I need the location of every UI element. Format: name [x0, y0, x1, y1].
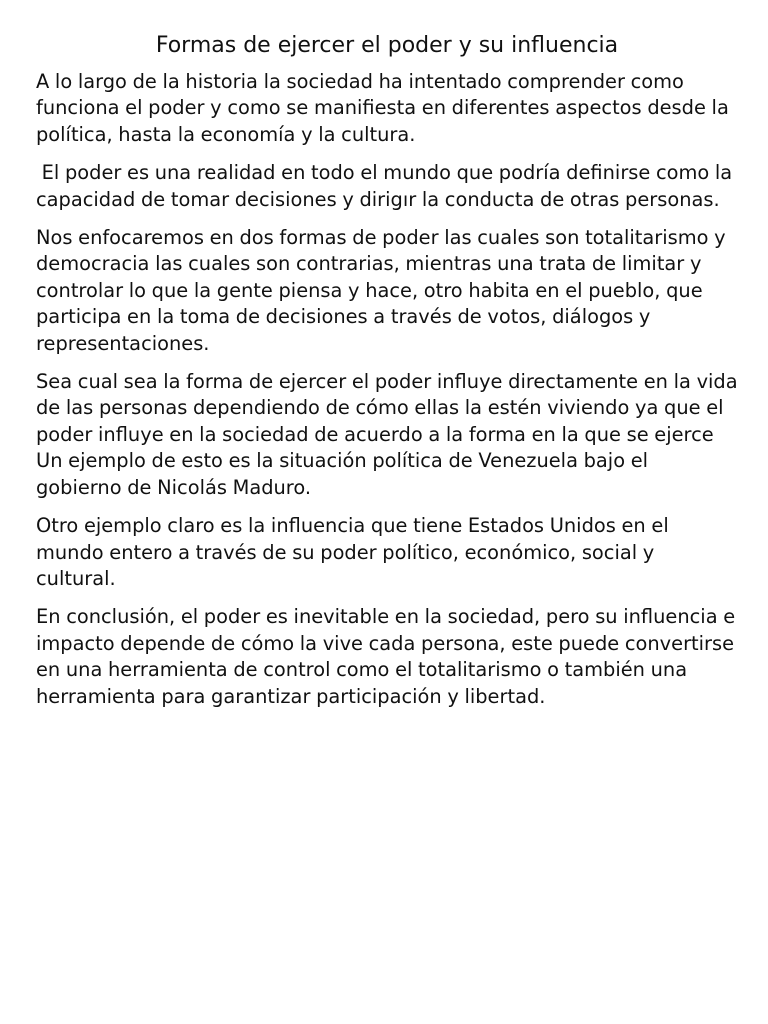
paragraph-conclusion: En conclusión, el poder es inevitable en la sociedad, pero su influencia e impacto depende de cómo la vive cada persona, este puede convertirse en una herramienta de control como el totalitarismo o también una herramienta para garantizar participación y libertad. — [36, 605, 741, 708]
paragraph-example: Otro ejemplo claro es la influencia que tiene Estados Unidos en el mundo entero a través de su poder político, económico, social y cultural. — [36, 514, 675, 590]
document-page — [36, 31, 744, 722]
paragraph-forms: Nos enfocaremos en dos formas de poder las cuales son totalitarismo y democracia las cuales son contrarias, mientras una trata de limitar y controlar lo que la gente piensa y hace, otro habita en el pueblo, que participa en la toma de decisiones a través de votos, diálogos y representaciones. — [36, 226, 732, 355]
paragraph-influence: Sea cual sea la forma de ejercer el poder influye directamente en la vida de las personas dependiendo de cómo ellas la estén viviendo ya que el poder influye en la sociedad de acuerdo a la forma en la que se ejerce Un ejemplo de esto es la situación política de Venezuela bajo el gobierno de Nicolás Maduro. — [36, 370, 744, 499]
paragraph-intro: A lo largo de la historia la sociedad ha intentado comprender como funciona el poder y como se manifiesta en diferentes aspectos desde la política, hasta la economía y la cultura. — [36, 70, 735, 146]
paragraph-definition: El poder es una realidad en todo el mundo que podría definirse como la capacidad de tomar decisiones y dirigır la conducta de otras personas. — [36, 161, 738, 211]
document-title: Formas de ejercer el poder y su influencia — [155, 33, 619, 58]
